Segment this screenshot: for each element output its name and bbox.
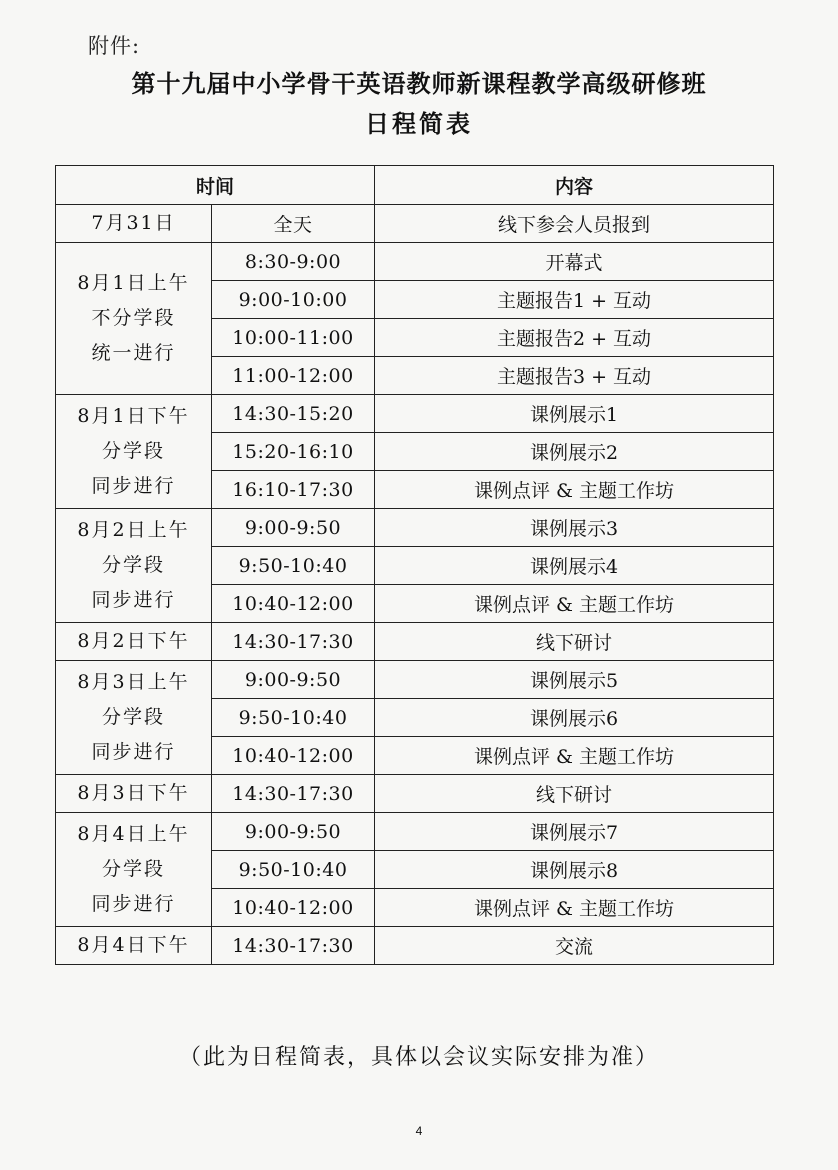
time-cell: 9:50-10:40 <box>212 851 375 889</box>
date-session-line: 8月2日下午 <box>77 630 190 652</box>
schedule-body <box>56 205 774 965</box>
table-row <box>56 927 774 965</box>
content-cell: 课例点评 & 主题工作坊 <box>375 889 774 927</box>
time-cell: 9:50-10:40 <box>212 699 375 737</box>
date-session-line: 8月1日下午 <box>77 405 190 427</box>
time-cell: 9:00-10:00 <box>212 281 375 319</box>
schedule-table <box>55 165 774 965</box>
content-cell: 交流 <box>375 927 774 965</box>
date-session-line: 同步进行 <box>91 893 176 915</box>
time-cell: 8:30-9:00 <box>212 243 375 281</box>
date-session-line: 8月2日上午 <box>77 519 190 541</box>
time-cell: 10:40-12:00 <box>212 737 375 775</box>
document-subtitle: 日程简表 <box>365 109 473 138</box>
content-cell: 课例展示5 <box>375 661 774 699</box>
time-cell: 10:40-12:00 <box>212 585 375 623</box>
date-session-line: 8月3日上午 <box>77 671 190 693</box>
date-session-line: 8月4日上午 <box>77 823 190 845</box>
time-cell: 9:00-9:50 <box>212 813 375 851</box>
table-row <box>56 205 774 243</box>
table-row <box>56 661 774 699</box>
content-cell: 课例展示8 <box>375 851 774 889</box>
content-cell: 线下研讨 <box>375 775 774 813</box>
content-cell: 线下参会人员报到 <box>375 205 774 243</box>
date-session-cell <box>56 623 212 661</box>
content-cell: 课例展示3 <box>375 509 774 547</box>
date-session-line: 同步进行 <box>91 475 176 497</box>
content-cell: 课例点评 & 主题工作坊 <box>375 471 774 509</box>
table-row <box>56 243 774 281</box>
date-session-line: 同步进行 <box>91 589 176 611</box>
time-cell: 全天 <box>212 205 375 243</box>
table-row <box>56 623 774 661</box>
content-cell: 课例点评 & 主题工作坊 <box>375 737 774 775</box>
content-cell: 开幕式 <box>375 243 774 281</box>
date-session-line: 同步进行 <box>91 741 176 763</box>
content-cell: 主题报告1 + 互动 <box>375 281 774 319</box>
date-session-cell <box>56 395 212 509</box>
table-row <box>56 775 774 813</box>
content-cell: 课例展示1 <box>375 395 774 433</box>
time-cell: 9:00-9:50 <box>212 509 375 547</box>
time-cell: 14:30-15:20 <box>212 395 375 433</box>
time-cell: 9:50-10:40 <box>212 547 375 585</box>
date-session-line: 分学段 <box>101 554 165 576</box>
date-session-line: 8月1日上午 <box>77 272 190 294</box>
time-cell: 10:40-12:00 <box>212 889 375 927</box>
date-session-line: 分学段 <box>101 706 165 728</box>
content-cell: 课例展示2 <box>375 433 774 471</box>
table-row <box>56 509 774 547</box>
content-cell: 课例点评 & 主题工作坊 <box>375 585 774 623</box>
table-header-row <box>56 166 774 205</box>
header-content: 内容 <box>375 166 774 205</box>
date-session-line: 8月4日下午 <box>77 934 190 956</box>
date-session-cell <box>56 813 212 927</box>
time-cell: 11:00-12:00 <box>212 357 375 395</box>
table-row <box>56 813 774 851</box>
date-session-line: 8月3日下午 <box>77 782 190 804</box>
time-cell: 15:20-16:10 <box>212 433 375 471</box>
content-cell: 课例展示7 <box>375 813 774 851</box>
table-row <box>56 395 774 433</box>
document-title: 第十九届中小学骨干英语教师新课程教学高级研修班 <box>131 69 707 98</box>
time-cell: 10:00-11:00 <box>212 319 375 357</box>
header-time: 时间 <box>56 166 375 205</box>
date-session-cell <box>56 775 212 813</box>
time-cell: 16:10-17:30 <box>212 471 375 509</box>
date-session-line: 分学段 <box>101 440 165 462</box>
page-number: 4 <box>415 1124 423 1138</box>
date-session-line: 7月31日 <box>91 212 176 234</box>
date-session-line: 不分学段 <box>91 307 176 329</box>
date-session-line: 统一进行 <box>91 342 176 364</box>
content-cell: 主题报告2 + 互动 <box>375 319 774 357</box>
date-session-cell <box>56 661 212 775</box>
footnote: （此为日程简表，具体以会议实际安排为准） <box>178 1045 659 1070</box>
date-session-line: 分学段 <box>101 858 165 880</box>
date-session-cell <box>56 927 212 965</box>
content-cell: 线下研讨 <box>375 623 774 661</box>
date-session-cell <box>56 205 212 243</box>
time-cell: 14:30-17:30 <box>212 623 375 661</box>
time-cell: 9:00-9:50 <box>212 661 375 699</box>
content-cell: 课例展示6 <box>375 699 774 737</box>
time-cell: 14:30-17:30 <box>212 927 375 965</box>
date-session-cell <box>56 243 212 395</box>
time-cell: 14:30-17:30 <box>212 775 375 813</box>
content-cell: 课例展示4 <box>375 547 774 585</box>
date-session-cell <box>56 509 212 623</box>
content-cell: 主题报告3 + 互动 <box>375 357 774 395</box>
attachment-label: 附件: <box>88 34 141 58</box>
